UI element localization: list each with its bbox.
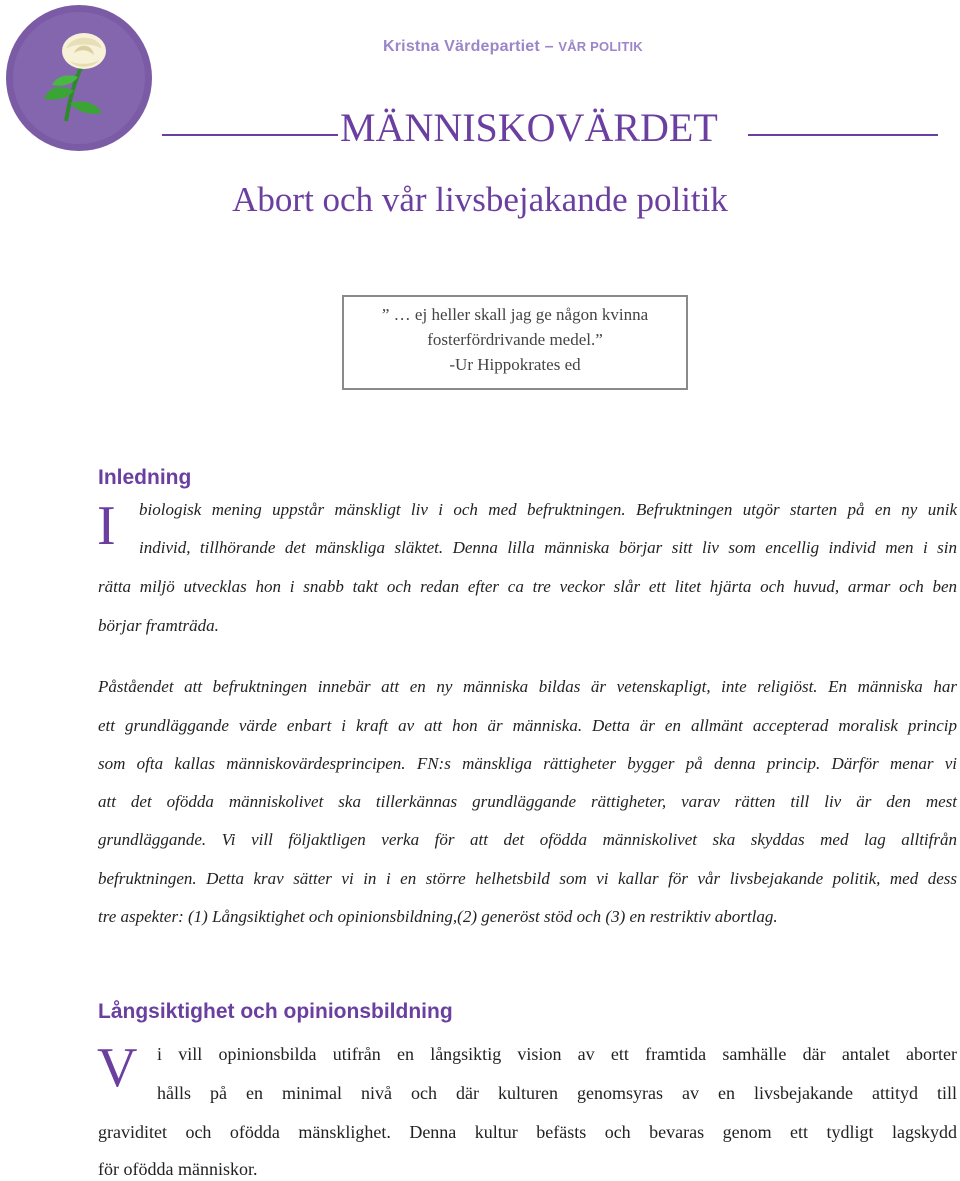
rose-logo-icon bbox=[4, 3, 154, 153]
paragraph-line: Påståendet att befruktningen innebär att en ny människa bildas är vetenskapligt, inte religiöst. En människa har bbox=[98, 677, 957, 696]
party-name-header bbox=[383, 38, 643, 56]
paragraph-line: för ofödda människor. bbox=[98, 1159, 258, 1179]
quote-attribution: -Ur Hippokrates ed bbox=[449, 355, 581, 374]
title-rule-right bbox=[748, 134, 938, 136]
paragraph-line: att det ofödda människolivet ska tillerkännas grundläggande rättigheter, varav rätten till liv är den mest bbox=[98, 792, 957, 811]
section-heading-inledning: Inledning bbox=[98, 466, 192, 489]
party-separator: – bbox=[539, 38, 559, 55]
party-name: Kristna Värdepartiet bbox=[383, 38, 540, 55]
party-subtitle: VÅR POLITIK bbox=[558, 39, 643, 54]
paragraph-line: grundläggande. Vi vill följaktligen verka för att det ofödda människolivet ska skyddas med lag alltifrån bbox=[98, 830, 957, 849]
quote-box bbox=[342, 295, 688, 390]
main-title: MÄNNISKOVÄRDET bbox=[340, 105, 718, 150]
paragraph-line: börjar framträda. bbox=[98, 616, 219, 635]
drop-cap: V bbox=[97, 1037, 138, 1099]
quote-line: fosterfördrivande medel.” bbox=[427, 330, 603, 349]
quote-line: ” … ej heller skall jag ge någon kvinna bbox=[381, 305, 649, 324]
page-subtitle: Abort och vår livsbejakande politik bbox=[232, 180, 728, 219]
paragraph-line: ett grundläggande värde enbart i kraft av att hon är människa. Detta är en allmänt accepterad moralisk princip bbox=[98, 716, 957, 735]
paragraph-line: i vill opinionsbilda utifrån en långsiktig vision av ett framtida samhälle där antalet aborter bbox=[157, 1044, 957, 1064]
paragraph-line: biologisk mening uppstår mänskligt liv i och med befruktningen. Befruktningen utgör starten på en ny unik bbox=[139, 500, 957, 519]
main-title-block bbox=[162, 104, 938, 156]
paragraph-line: individ, tillhörande det mänskliga släktet. Denna lilla människa börjar sitt liv som encellig individ men i sin bbox=[139, 538, 957, 557]
paragraph-line: rätta miljö utvecklas hon i snabb takt och redan efter ca tre veckor slår ett litet hjärta och huvud, armar och ben bbox=[98, 577, 957, 596]
paragraph-line: befruktningen. Detta krav sätter vi in i en större helhetsbild som vi kallar för vår livsbejakande politik, med dess bbox=[98, 869, 957, 888]
title-rule-left bbox=[162, 134, 338, 136]
party-logo bbox=[4, 3, 154, 153]
paragraph-line: hålls på en minimal nivå och där kulturen genomsyras av en livsbejakande attityd till bbox=[157, 1083, 957, 1103]
paragraph-line: som ofta kallas människovärdesprincipen. FN:s mänskliga rättigheter bygger på denna princip. Därför menar vi bbox=[98, 754, 957, 773]
section-heading-langsiktighet: Långsiktighet och opinionsbildning bbox=[98, 1000, 453, 1023]
drop-cap: I bbox=[97, 495, 116, 557]
paragraph-line: tre aspekter: (1) Långsiktighet och opinionsbildning,(2) generöst stöd och (3) en restriktiv abortlag. bbox=[98, 907, 778, 926]
paragraph-line: graviditet och ofödda mänsklighet. Denna kultur befästs och bevaras genom ett tydligt lagskydd bbox=[98, 1122, 957, 1142]
